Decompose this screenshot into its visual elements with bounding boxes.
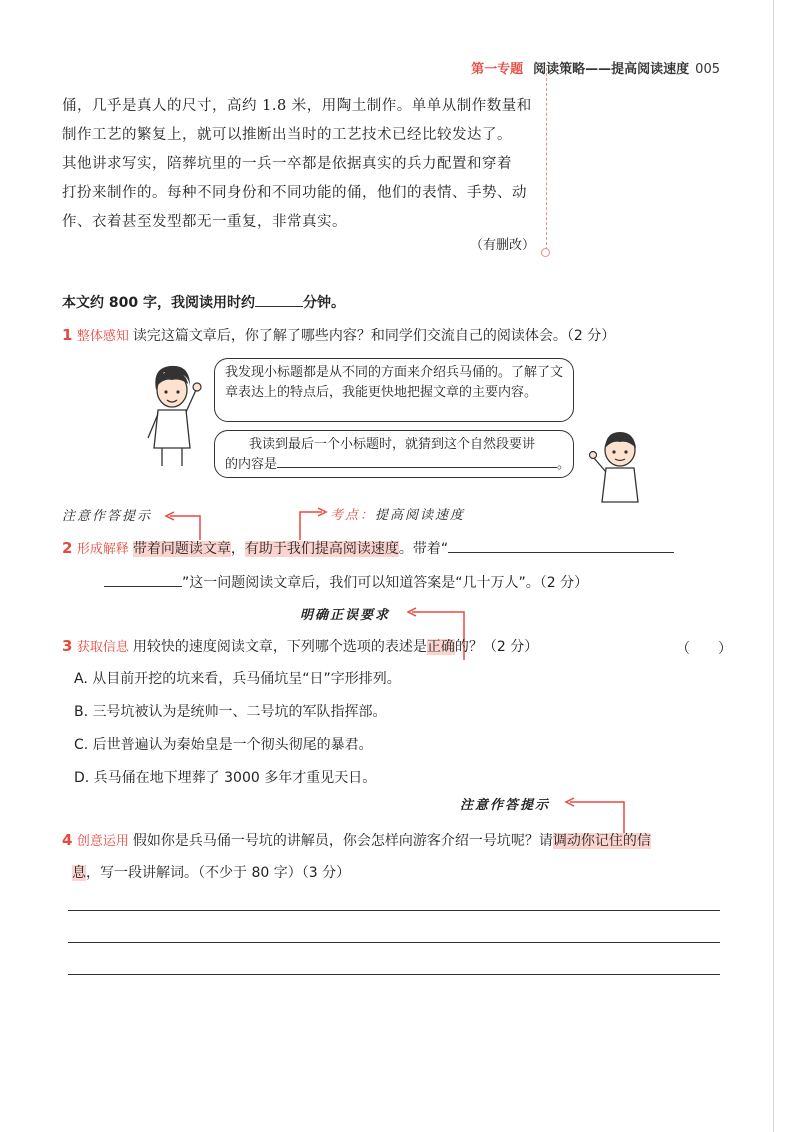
q4-line bbox=[62, 830, 651, 850]
reading-time-suffix: 分钟。 bbox=[302, 295, 345, 311]
q2-line bbox=[62, 538, 674, 558]
page-number: 005 bbox=[695, 62, 720, 77]
q4-answer-line-2[interactable] bbox=[68, 942, 720, 943]
q3-answer-paren[interactable]: （ ） bbox=[676, 641, 732, 657]
q2-blank-1[interactable] bbox=[448, 552, 674, 553]
passage-line: 打扮来制作的。每种不同身份和不同功能的俑，他们的表情、手势、动 bbox=[62, 185, 527, 201]
q3-option-c[interactable]: C. 后世普遍认为秦始皇是一个彻头彻尾的暴君。 bbox=[74, 737, 373, 753]
q3-text-b: 的？（2 分） bbox=[454, 639, 539, 655]
bubble2-suffix: 。 bbox=[557, 457, 571, 472]
bubble2-prefix: 的内容是 bbox=[225, 457, 278, 472]
q4-answer-line-3[interactable] bbox=[68, 974, 720, 975]
q3-tag: 获取信息 bbox=[76, 640, 129, 655]
header-title: 阅读策略——提高阅读速度 bbox=[533, 62, 690, 77]
q2-line2 bbox=[104, 572, 588, 592]
q1-text: 读完这篇文章后，你了解了哪些内容？和同学们交流自己的阅读体会。（2 分） bbox=[132, 328, 616, 344]
q4-number: 4 bbox=[62, 831, 73, 849]
q3-text-a: 用较快的速度阅读文章，下列哪个选项的表述是 bbox=[132, 639, 427, 655]
passage-line: 作、衣着甚至发型都无一重复，非常真实。 bbox=[62, 214, 347, 230]
note-answer-hint-2: 注意作答提示 bbox=[460, 798, 551, 813]
q3-line bbox=[62, 636, 538, 656]
q3-number: 3 bbox=[62, 637, 73, 655]
q3-highlight: 正确 bbox=[426, 639, 455, 655]
passage-line: 其他讲求写实，陪葬坑里的一兵一卒都是依据真实的兵力配置和穿着 bbox=[62, 156, 512, 172]
q3-option-d[interactable]: D. 兵马俑在地下埋葬了 3000 多年才重见天日。 bbox=[74, 770, 377, 786]
q1-number: 1 bbox=[62, 326, 73, 344]
kaodian-text: 提高阅读速度 bbox=[375, 508, 466, 523]
q4-answer-line-1[interactable] bbox=[68, 910, 720, 911]
q2-text-tail: 。带着“ bbox=[398, 541, 449, 557]
q2-comma: ， bbox=[230, 541, 245, 557]
q4-text-a: 假如你是兵马俑一号坑的讲解员，你会怎样向游客介绍一号坑呢？请 bbox=[132, 833, 553, 849]
section-label: 第一专题 bbox=[471, 62, 524, 77]
q2-highlight-2: 有助于我们提高阅读速度 bbox=[244, 541, 399, 557]
q4-highlight-1: 调动你记住的信 bbox=[552, 833, 651, 849]
q3-option-a[interactable]: A. 从目前开挖的坑来看，兵马俑坑呈“日”字形排列。 bbox=[74, 671, 401, 687]
q2-tag: 形成解释 bbox=[76, 542, 129, 557]
q4-highlight-2: 息 bbox=[72, 865, 86, 881]
q2-line2-text: ”这一问题阅读文章后，我们可以知道答案是“几十万人”。（2 分） bbox=[182, 575, 589, 591]
passage-line: 制作工艺的繁复上，就可以推断出当时的工艺技术已经比较发达了。 bbox=[62, 127, 512, 143]
q1-tag: 整体感知 bbox=[76, 329, 129, 344]
speech-bubble-1: 我发现小标题都是从不同的方面来介绍兵马俑的。了解了文章表达上的特点后，我能更快地把握文章的主要内容。 bbox=[214, 358, 574, 422]
reading-time-prefix: 本文约 800 字，我阅读用时约 bbox=[62, 295, 255, 311]
q4-text-b: ，写一段讲解词。（不少于 80 字）（3 分） bbox=[86, 865, 351, 881]
kaodian-label: 考点： bbox=[330, 508, 376, 523]
passage-line: 俑，几乎是真人的尺寸，高约 1.8 米，用陶土制作。单单从制作数量和 bbox=[62, 98, 532, 114]
q3-option-b[interactable]: B. 三号坑被认为是统帅一、二号坑的军队指挥部。 bbox=[74, 704, 387, 720]
passage-credit: （有删改） bbox=[470, 238, 536, 253]
q2-highlight-1: 带着问题读文章 bbox=[132, 541, 231, 557]
q4-line2 bbox=[72, 862, 350, 882]
bubble2-line1: 我读到最后一个小标题时，就猜到这个自然段要讲 bbox=[249, 437, 536, 452]
note-correctness: 明确正误要求 bbox=[300, 608, 391, 623]
q2-number: 2 bbox=[62, 539, 73, 557]
note-answer-hint-1: 注意作答提示 bbox=[62, 509, 153, 524]
q4-tag: 创意运用 bbox=[76, 834, 129, 849]
kaodian-note bbox=[330, 504, 465, 523]
q2-blank-2[interactable] bbox=[104, 586, 182, 587]
